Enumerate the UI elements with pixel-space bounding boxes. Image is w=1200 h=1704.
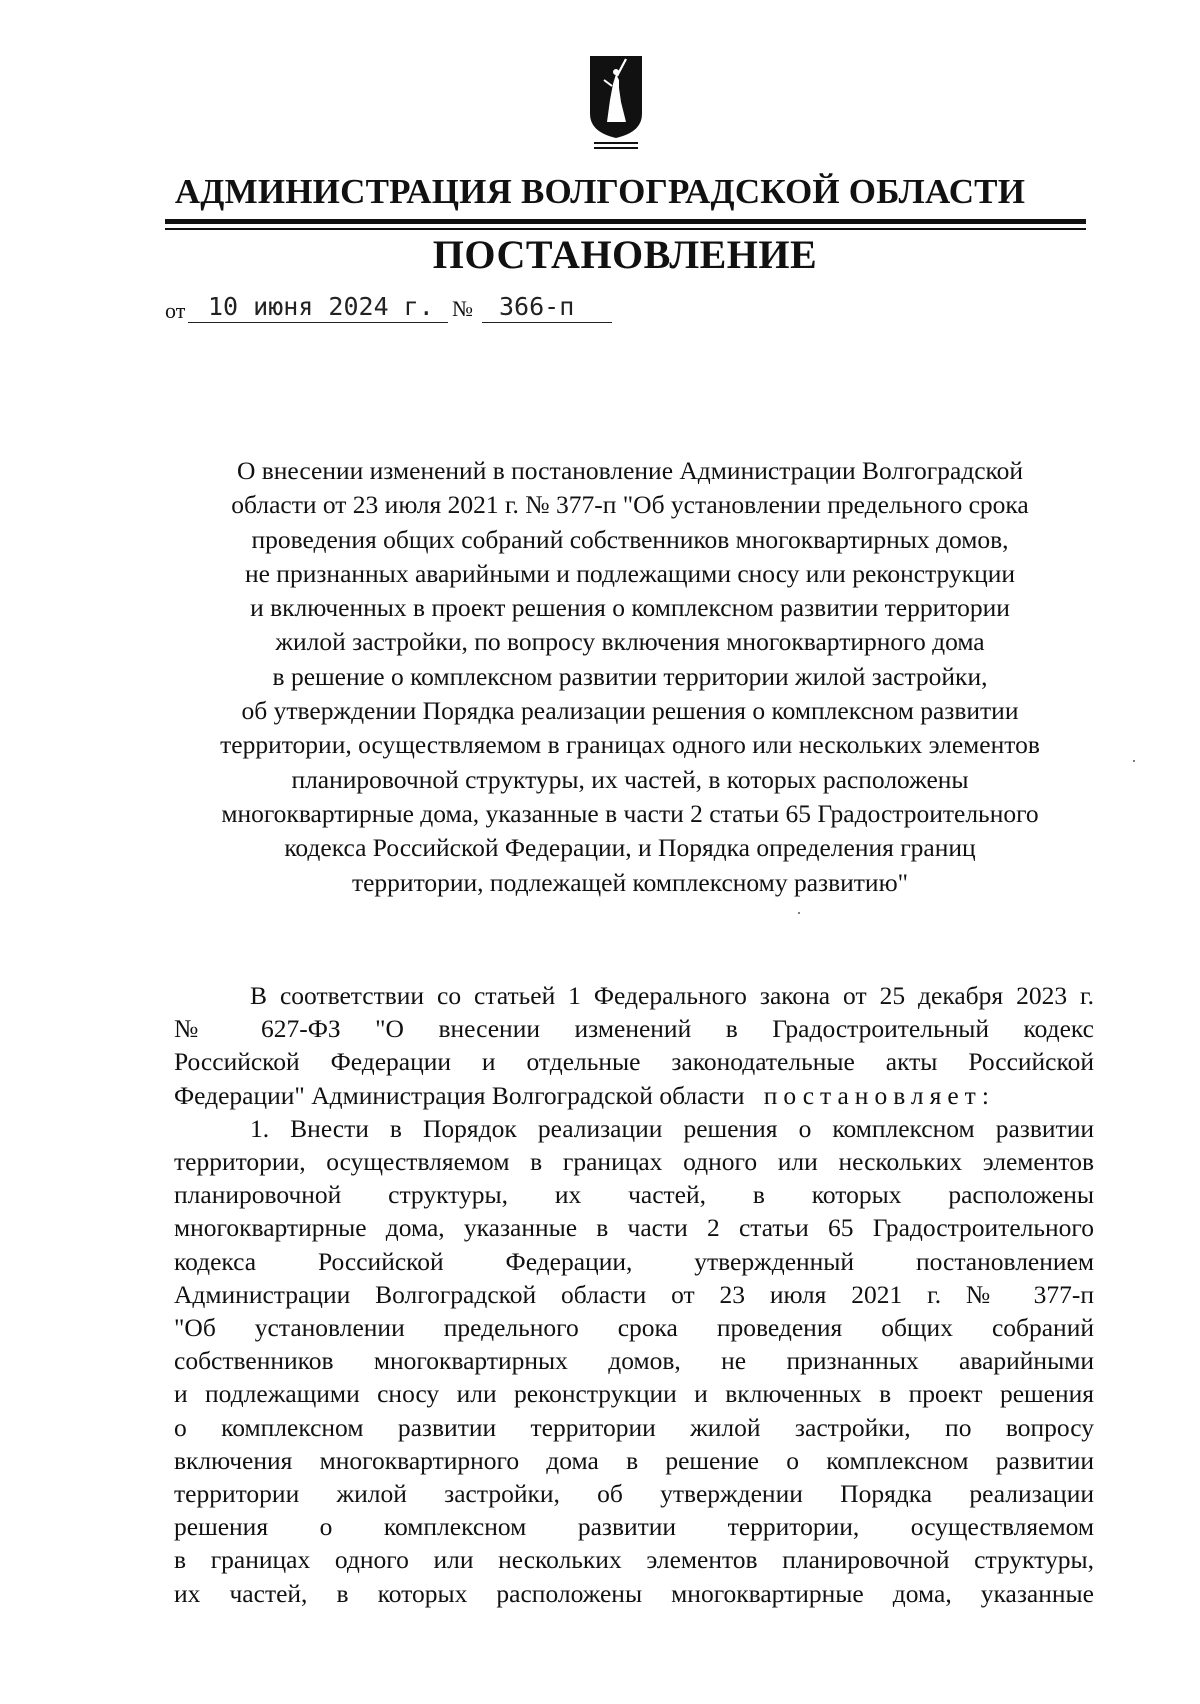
resolves-word: постановляет: [763,1080,995,1110]
subject-line: жилой застройки, по вопросу включения многоквартирного дома [275,627,985,657]
number-field [482,290,612,323]
number-label: № [452,296,473,321]
subject-line: многоквартирные дома, указанные в части 2 статьи 65 Градостроительного [221,798,1039,828]
subject-line: О внесении изменений в постановление Администрации Волгоградской [236,456,1024,485]
body-line: № 627-ФЗ "О внесении изменений в Градостроительный кодекс [174,1014,1094,1044]
body-line: Российской Федерации и отдельные законодательные акты Российской [174,1047,1094,1077]
subject-line: и включенных в проект решения о комплексном развитии территории [250,593,1010,623]
body-line: в границах одного или нескольких элементов планировочной структуры, [174,1545,1094,1575]
subject-line: проведения общих собраний собственников многоквартирных домов, [251,524,1009,554]
organization-name: АДМИНИСТРАЦИЯ ВОЛГОГРАДСКОЙ ОБЛАСТИ [174,172,1026,211]
subject-line: в решение о комплексном развитии территории жилой застройки, [272,661,988,691]
document-date: 10 июня 2024 г. [208,292,434,321]
body-line: территории жилой застройки, об утверждении Порядка реализации [174,1479,1094,1509]
body-line: решения о комплексном развитии территории, осуществляемом [174,1512,1094,1542]
body-line: собственников многоквартирных домов, не признанных аварийными [174,1346,1094,1376]
document-subject [160,454,1100,900]
document-body [174,979,1094,1610]
scan-speck [798,912,800,914]
subject-line: территории, подлежащей комплексному развитию" [351,867,909,897]
body-line: В соответствии со статьей 1 Федерального закона от 25 декабря 2023 г. [250,981,1094,1010]
subject-line: не признанных аварийными и подлежащими сносу или реконструкции [244,558,1016,588]
coat-of-arms-icon [586,52,646,152]
subject-line: планировочной структуры, их частей, в которых расположены [291,764,969,794]
header-rule-thick [165,219,1086,224]
body-line: их частей, в которых расположены многоквартирные дома, указанные [174,1578,1094,1608]
body-line: кодекса Российской Федерации, утвержденный постановлением [174,1246,1094,1276]
body-line: территории, осуществляемом в границах одного или нескольких элементов [174,1147,1094,1177]
body-line: 1. Внести в Порядок реализации решения о комплексном развитии [250,1113,1094,1143]
body-line: Администрации Волгоградской области от 23 июля 2021 г. № 377-п [174,1279,1094,1309]
document-number: 366-п [499,292,575,321]
body-line: и подлежащими сносу или реконструкции и включенных в проект решения [174,1379,1094,1409]
body-line: "Об установлении предельного срока проведения общих собраний [174,1313,1094,1343]
subject-line: кодекса Российской Федерации, и Порядка определения границ [284,833,976,863]
body-line: о комплексном развитии территории жилой застройки, по вопросу [174,1412,1094,1442]
body-line: планировочной структуры, их частей, в которых расположены [174,1180,1094,1210]
subject-line: об утверждении Порядка реализации решения о комплексном развитии [241,696,1019,726]
header-rule-thin [165,228,1086,230]
subject-line: территории, осуществляемом в границах одного или нескольких элементов [220,730,1040,760]
scan-speck [1133,760,1135,762]
body-line [174,1079,1094,1112]
body-line: включения многоквартирного дома в решение о комплексном развитии [174,1445,1094,1475]
date-field [188,290,448,323]
preamble-closing: Федерации" Администрация Волгоградской области [174,1080,745,1110]
document-type-title: ПОСТАНОВЛЕНИЕ [432,232,818,277]
subject-line: области от 23 июля 2021 г. № 377-п "Об установлении предельного срока [231,490,1029,520]
body-line: многоквартирные дома, указанные в части 2 статьи 65 Градостроительного [174,1213,1094,1243]
from-label: от [165,298,186,323]
